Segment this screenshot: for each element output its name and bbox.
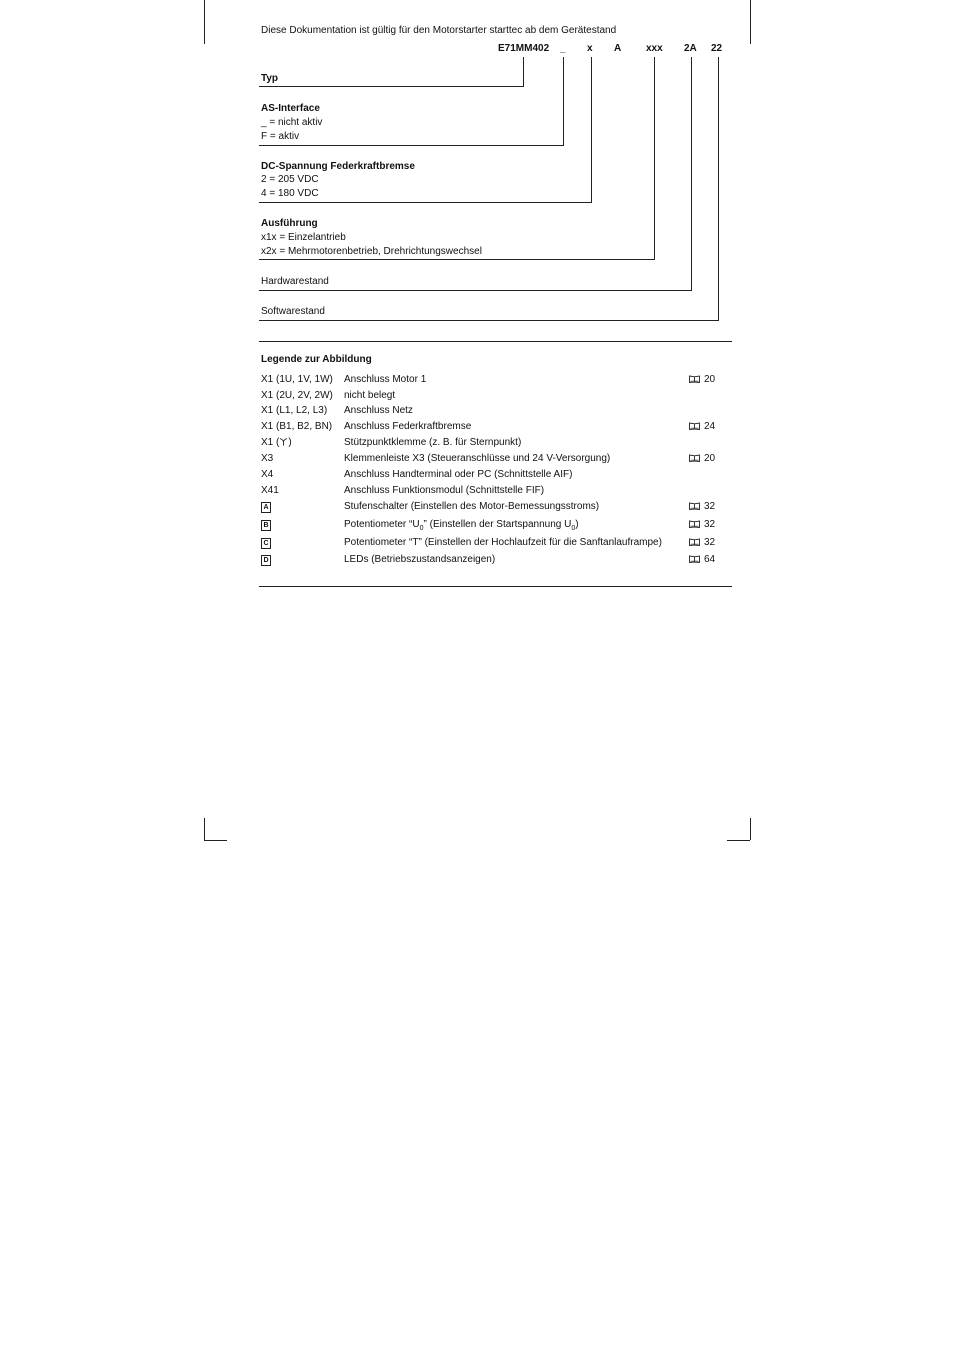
leader-dc (591, 57, 592, 203)
code-hardware: 2A (684, 43, 697, 54)
legend-key: X3 (261, 453, 274, 464)
legend-desc: Anschluss Funktionsmodul (Schnittstelle FIF) (344, 485, 545, 496)
legend-key: X4 (261, 469, 274, 480)
book-icon (689, 375, 700, 383)
legend-row (261, 519, 721, 533)
legend-key-suffix: ) (288, 437, 292, 448)
leader-as (563, 57, 564, 146)
crop-mark-top-left (204, 0, 205, 44)
legend-desc-part: ” (Einstellen der Startspannung U (423, 519, 572, 530)
legend-desc: nicht belegt (344, 390, 396, 401)
code-software: 22 (711, 43, 723, 54)
code-a: A (614, 43, 622, 54)
crop-mark-bottom-left-v (204, 818, 205, 840)
legend-key: X1 (2U, 2V, 2W) (261, 390, 333, 401)
legend-key-wrap (261, 501, 271, 513)
legend-desc (344, 519, 579, 532)
legend-row (261, 485, 721, 499)
legend-row (261, 405, 721, 419)
legend-page: 20 (704, 374, 716, 385)
code-as-interface: _ (560, 43, 566, 54)
legend-key: X41 (261, 485, 279, 496)
legend-key: X1 (B1, B2, BN) (261, 421, 333, 432)
crop-mark-bottom-right-h (727, 840, 750, 841)
legend-key: X1 (1U, 1V, 1W) (261, 374, 333, 385)
legend-desc: Anschluss Motor 1 (344, 374, 427, 385)
legend-row (261, 453, 721, 467)
legend-key-star (261, 437, 292, 448)
book-icon (689, 502, 700, 510)
legend-desc-part: ) (575, 519, 579, 530)
legend-page-ref (689, 501, 715, 512)
legend-top-rule (259, 341, 732, 342)
group-ausf-line-1: x1x = Einzelantrieb (261, 232, 346, 243)
legend-desc-part: Potentiometer “U (344, 519, 420, 530)
group-as-title: AS-Interface (261, 103, 320, 114)
legend-page: 32 (704, 519, 716, 530)
group-typ-title: Typ (261, 73, 279, 84)
legend-key-wrap (261, 519, 271, 531)
legend-page: 24 (704, 421, 716, 432)
legend-page: 32 (704, 537, 716, 548)
legend-page: 20 (704, 453, 716, 464)
leader-ausf (654, 57, 655, 260)
group-ausf-title: Ausführung (261, 218, 318, 229)
star-terminal-icon (279, 437, 288, 446)
legend-desc: Anschluss Handterminal oder PC (Schnittstelle AIF) (344, 469, 573, 480)
legend-row (261, 469, 721, 483)
group-as-line-2: F = aktiv (261, 131, 300, 142)
legend-desc: Anschluss Netz (344, 405, 413, 416)
legend-key-wrap (261, 537, 271, 549)
legend-desc: Potentiometer “T” (Einstellen der Hochlaufzeit für die Sanftanlauframpe) (344, 537, 662, 548)
group-dc-line-1: 2 = 205 VDC (261, 174, 319, 185)
legend-key: X1 (L1, L2, L3) (261, 405, 328, 416)
group-hw-title: Hardwarestand (261, 276, 329, 287)
legend-page-ref (689, 374, 715, 385)
underline-typ (259, 86, 524, 87)
underline-as (259, 145, 564, 146)
leader-sw (718, 57, 719, 321)
legend-row (261, 374, 721, 388)
book-icon (689, 422, 700, 430)
legend-row (261, 537, 721, 551)
group-dc-line-2: 4 = 180 VDC (261, 188, 319, 199)
leader-typ (523, 57, 524, 87)
legend-page-ref (689, 537, 715, 548)
legend-page-ref (689, 519, 715, 530)
legend-desc-sub: 0 (571, 525, 576, 532)
legend-desc: Anschluss Federkraftbremse (344, 421, 472, 432)
book-icon (689, 454, 700, 462)
crop-mark-bottom-left-h (204, 840, 227, 841)
crop-mark-bottom-right-v (750, 818, 751, 840)
legend-row (261, 421, 721, 435)
label-box-b: B (261, 520, 271, 531)
intro-text: Diese Dokumentation ist gültig für den Motorstarter starttec ab dem Gerätestand (261, 25, 617, 36)
legend-desc: Stützpunktklemme (z. B. für Sternpunkt) (344, 437, 522, 448)
legend-page-ref (689, 554, 715, 565)
legend-key-wrap (261, 554, 271, 566)
book-icon (689, 538, 700, 546)
leader-hw (691, 57, 692, 291)
legend-row (261, 554, 721, 568)
legend-page-ref (689, 421, 715, 432)
label-box-a: A (261, 502, 271, 513)
code-dc-voltage: x (587, 43, 593, 54)
group-as-line-1: _ = nicht aktiv (261, 117, 323, 128)
underline-dc (259, 202, 592, 203)
legend-bottom-rule (259, 586, 732, 587)
legend-desc: Stufenschalter (Einstellen des Motor-Bemessungsstroms) (344, 501, 600, 512)
legend-key-prefix: X1 ( (261, 437, 280, 448)
legend-row (261, 501, 721, 515)
book-icon (689, 520, 700, 528)
legend-desc-sub: 0 (419, 525, 424, 532)
underline-ausf (259, 259, 655, 260)
legend-page: 32 (704, 501, 716, 512)
legend-row (261, 437, 721, 451)
code-base: E71MM402 (498, 43, 550, 54)
legend-desc: LEDs (Betriebszustandsanzeigen) (344, 554, 496, 565)
legend-title: Legende zur Abbildung (261, 354, 372, 365)
legend-page-ref (689, 453, 715, 464)
code-version: xxx (646, 43, 663, 54)
underline-sw (259, 320, 719, 321)
label-box-c: C (261, 538, 271, 549)
legend-page: 64 (704, 554, 716, 565)
group-sw-title: Softwarestand (261, 306, 325, 317)
crop-mark-top-right (750, 0, 751, 44)
group-ausf-line-2: x2x = Mehrmotorenbetrieb, Drehrichtungswechsel (261, 246, 482, 257)
legend-row (261, 390, 721, 404)
group-dc-title: DC-Spannung Federkraftbremse (261, 161, 415, 172)
label-box-d: D (261, 555, 271, 566)
underline-hw (259, 290, 692, 291)
legend-desc: Klemmenleiste X3 (Steueranschlüsse und 24 V-Versorgung) (344, 453, 611, 464)
book-icon (689, 555, 700, 563)
